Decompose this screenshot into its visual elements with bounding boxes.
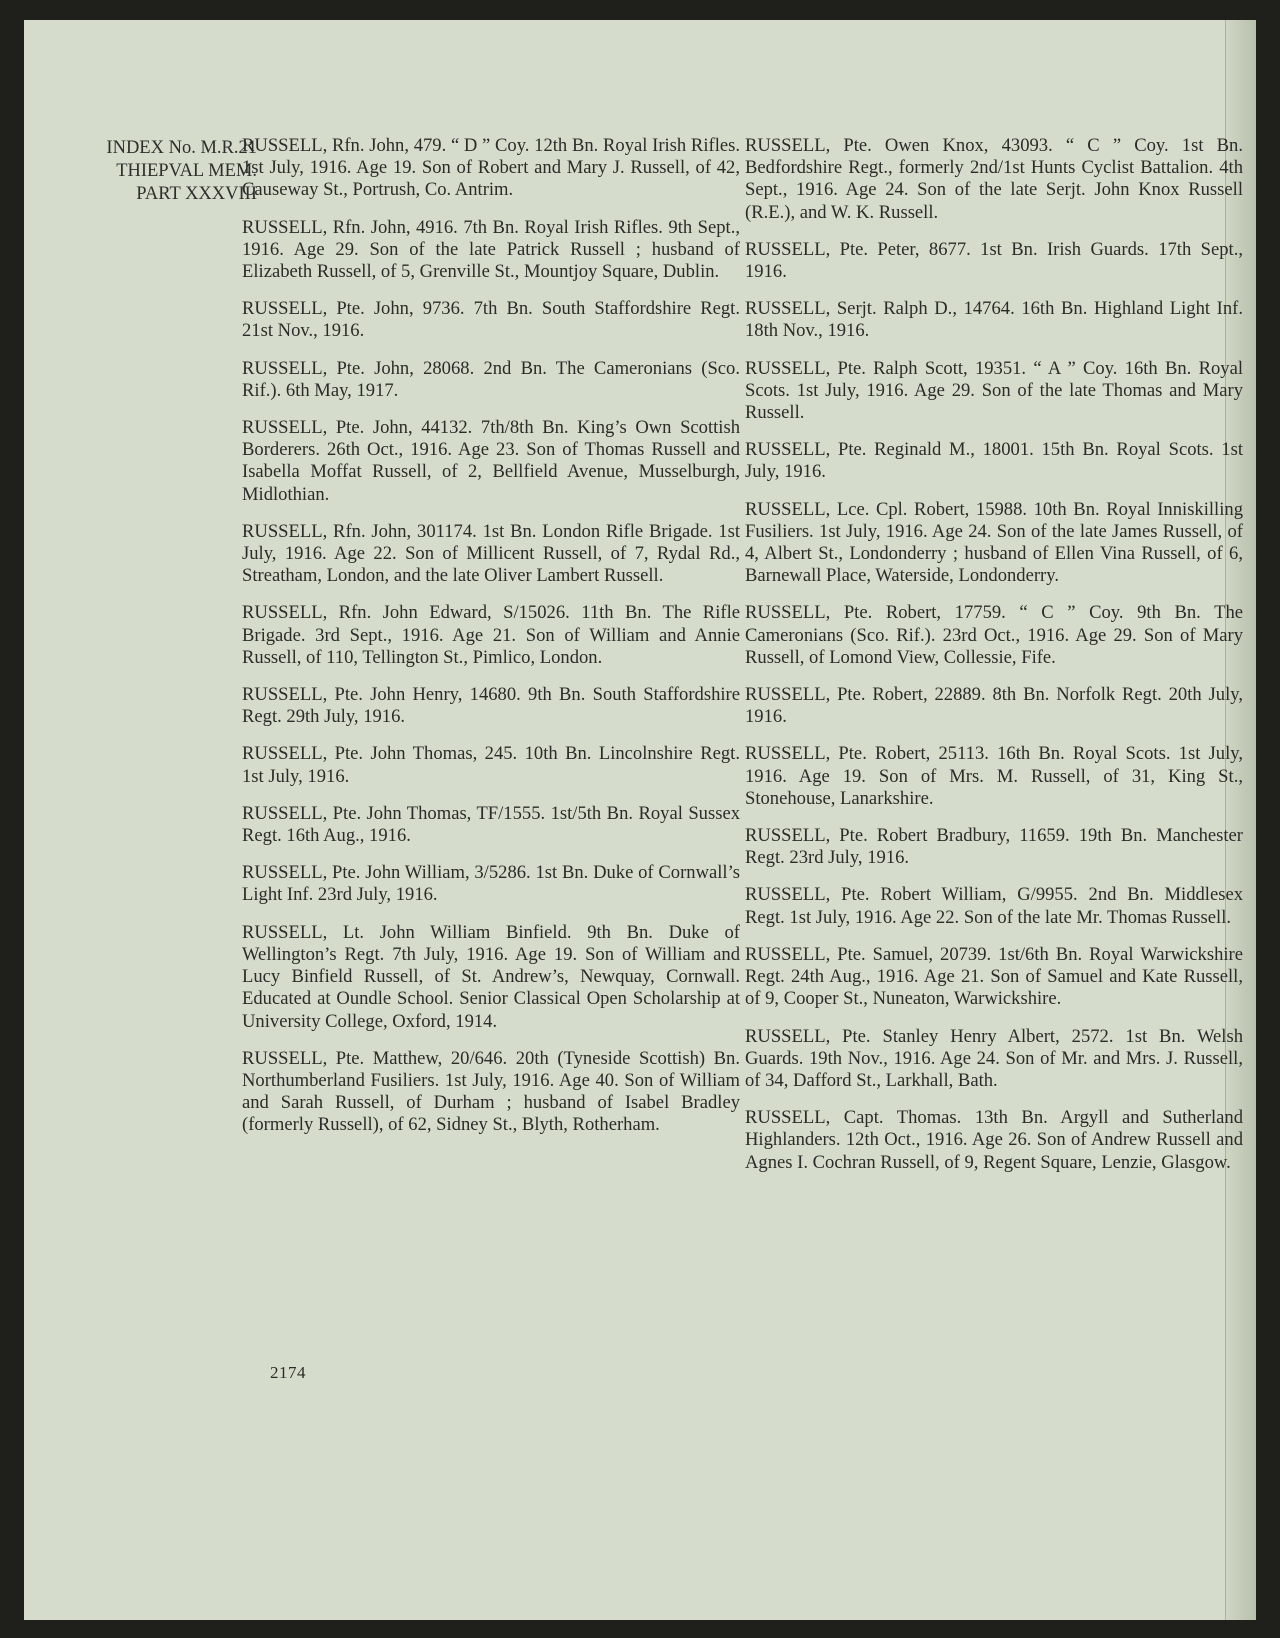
register-entry: RUSSELL, Pte. John, 9736. 7th Bn. South Staffordshire Regt. 21st Nov., 1916. xyxy=(242,298,740,342)
register-entry: RUSSELL, Pte. Robert, 25113. 16th Bn. Royal Scots. 1st July, 1916. Age 19. Son of Mrs. M. Russell, of 31, King St., Stonehouse, Lanarkshire. xyxy=(745,743,1243,809)
left-column xyxy=(242,135,740,1152)
part-number: PART XXXVIII xyxy=(136,184,257,204)
register-entry: RUSSELL, Pte. Owen Knox, 43093. “ C ” Coy. 1st Bn. Bedfordshire Regt., formerly 2nd/1st Hunts Cyclist Battalion. 4th Sept., 1916. Age 24. Son of the late Serjt. John Knox Russell (R.E.), and W. K. Russell. xyxy=(745,135,1243,223)
register-entry: RUSSELL, Pte. John, 44132. 7th/8th Bn. King’s Own Scottish Borderers. 26th Oct., 1916. Age 23. Son of Thomas Russell and Isabella Moffat Russell, of 2, Bellfield Avenue, Musselburgh, Midlothian. xyxy=(242,417,740,505)
register-entry: RUSSELL, Pte. John Thomas, TF/1555. 1st/5th Bn. Royal Sussex Regt. 16th Aug., 1916. xyxy=(242,802,740,847)
register-entry: RUSSELL, Pte. Stanley Henry Albert, 2572. 1st Bn. Welsh Guards. 19th Nov., 1916. Age 24. Son of Mr. and Mrs. J. Russell, of 34, Dafford St., Larkhall, Bath. xyxy=(745,1025,1243,1091)
register-entry: RUSSELL, Pte. Peter, 8677. 1st Bn. Irish Guards. 17th Sept., 1916. xyxy=(745,238,1243,283)
register-entry: RUSSELL, Pte. John Henry, 14680. 9th Bn. South Staffordshire Regt. 29th July, 1916. xyxy=(242,684,740,728)
memorial-name: THIEPVAL MEM. xyxy=(116,161,257,181)
register-entry: RUSSELL, Pte. Robert William, G/9955. 2nd Bn. Middlesex Regt. 1st July, 1916. Age 22. Son of the late Mr. Thomas Russell. xyxy=(745,884,1243,928)
register-entry: RUSSELL, Rfn. John, 4916. 7th Bn. Royal Irish Rifles. 9th Sept., 1916. Age 29. Son of the late Patrick Russell ; husband of Elizabeth Russell, of 5, Grenville St., Mountjoy Square, Dublin. xyxy=(242,216,740,283)
index-reference xyxy=(35,137,257,206)
register-entry: RUSSELL, Pte. Robert, 17759. “ C ” Coy. 9th Bn. The Cameronians (Sco. Rif.). 23rd Oct., 1916. Age 29. Son of Mary Russell, of Lomond View, Collessie, Fife. xyxy=(745,602,1243,668)
register-entry: RUSSELL, Pte. Robert, 22889. 8th Bn. Norfolk Regt. 20th July, 1916. xyxy=(745,684,1243,728)
document-page xyxy=(24,20,1256,1620)
register-entry: RUSSELL, Rfn. John, 479. “ D ” Coy. 12th Bn. Royal Irish Rifles. 1st July, 1916. Age 19. Son of Robert and Mary J. Russell, of 42, Causeway St., Portrush, Co. Antrim. xyxy=(242,135,740,201)
register-entry: RUSSELL, Lt. John William Binfield. 9th Bn. Duke of Wellington’s Regt. 7th July, 1916. Age 19. Son of William and Lucy Binfield Russell, of St. Andrew’s, Newquay, Cornwall. Educated at Oundle School. Senior Classical Open Scholarship at University College, Oxford, 1914. xyxy=(242,921,740,1032)
register-entry: RUSSELL, Lce. Cpl. Robert, 15988. 10th Bn. Royal Inniskilling Fusiliers. 1st July, 1916. Age 24. Son of the late James Russell, of 4, Albert St., Londonderry ; husband of Ellen Vina Russell, of 6, Barnewall Place, Waterside, Londonderry. xyxy=(745,498,1243,587)
register-entry: RUSSELL, Rfn. John, 301174. 1st Bn. London Rifle Brigade. 1st July, 1916. Age 22. Son of Millicent Russell, of 7, Rydal Rd., Streatham, London, and the late Oliver Lambert Russell. xyxy=(242,520,740,587)
register-entry: RUSSELL, Rfn. John Edward, S/15026. 11th Bn. The Rifle Brigade. 3rd Sept., 1916. Age 21. Son of William and Annie Russell, of 110, Tellington St., Pimlico, London. xyxy=(242,602,740,668)
register-entry: RUSSELL, Pte. Reginald M., 18001. 15th Bn. Royal Scots. 1st July, 1916. xyxy=(745,439,1243,483)
index-number: INDEX No. M.R.21 xyxy=(106,138,257,158)
register-entry: RUSSELL, Pte. Matthew, 20/646. 20th (Tyneside Scottish) Bn. Northumberland Fusiliers. 1st July, 1916. Age 40. Son of William and Sarah Russell, of Durham ; husband of Isabel Bradley (formerly Russell), of 62, Sidney St., Blyth, Rotherham. xyxy=(242,1047,740,1136)
register-entry: RUSSELL, Pte. Ralph Scott, 19351. “ A ” Coy. 16th Bn. Royal Scots. 1st July, 1916. Age 29. Son of the late Thomas and Mary Russell. xyxy=(745,357,1243,424)
register-entry: RUSSELL, Pte. John William, 3/5286. 1st Bn. Duke of Cornwall’s Light Inf. 23rd July, 1916. xyxy=(242,862,740,906)
register-entry: RUSSELL, Pte. Robert Bradbury, 11659. 19th Bn. Manchester Regt. 23rd July, 1916. xyxy=(745,825,1243,869)
register-entry: RUSSELL, Pte. Samuel, 20739. 1st/6th Bn. Royal Warwickshire Regt. 24th Aug., 1916. Age 21. Son of Samuel and Kate Russell, of 9, Cooper St., Nuneaton, Warwickshire. xyxy=(745,943,1243,1010)
page-number: 2174 xyxy=(270,1363,306,1382)
register-entry: RUSSELL, Serjt. Ralph D., 14764. 16th Bn. Highland Light Inf. 18th Nov., 1916. xyxy=(745,298,1243,342)
register-entry: RUSSELL, Pte. John Thomas, 245. 10th Bn. Lincolnshire Regt. 1st July, 1916. xyxy=(242,743,740,787)
register-entry: RUSSELL, Pte. John, 28068. 2nd Bn. The Cameronians (Sco. Rif.). 6th May, 1917. xyxy=(242,357,740,401)
right-column xyxy=(745,135,1243,1189)
register-entry: RUSSELL, Capt. Thomas. 13th Bn. Argyll and Sutherland Highlanders. 12th Oct., 1916. Age 26. Son of Andrew Russell and Agnes I. Cochran Russell, of 9, Regent Square, Lenzie, Glasgow. xyxy=(745,1107,1243,1173)
